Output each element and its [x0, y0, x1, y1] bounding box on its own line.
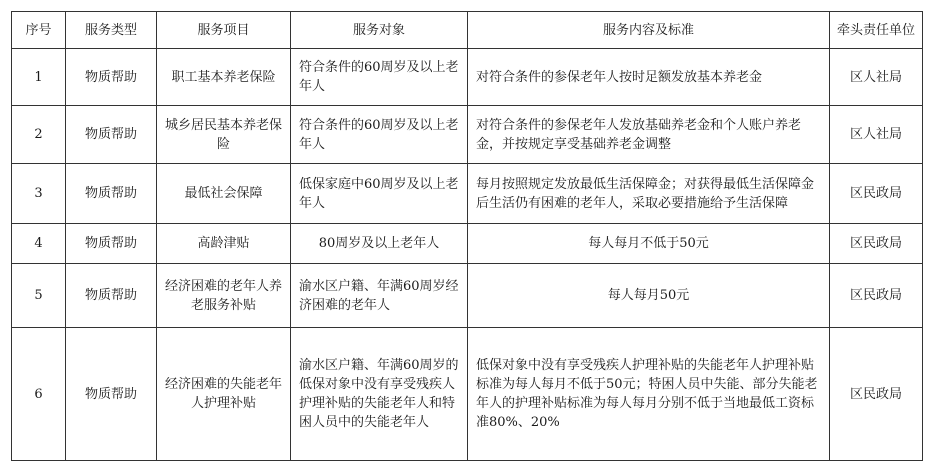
cell-service-item: 城乡居民基本养老保险 [157, 106, 291, 164]
cell-responsible-unit: 区民政局 [830, 264, 923, 328]
cell-service-item: 经济困难的老年人养老服务补贴 [157, 264, 291, 328]
cell-service-content: 每月按照规定发放最低生活保障金；对获得最低生活保障金后生活仍有困难的老年人，采取必要措施给予生活保障 [468, 164, 830, 224]
cell-service-type: 物质帮助 [66, 328, 157, 461]
table-row [12, 49, 923, 106]
table-row [12, 164, 923, 224]
table-row [12, 328, 923, 461]
header-service-item: 服务项目 [157, 12, 291, 49]
cell-service-type: 物质帮助 [66, 49, 157, 106]
cell-service-target: 渝水区户籍、年满60周岁的低保对象中没有享受残疾人护理补贴的失能老年人和特困人员中的失能老年人 [291, 328, 468, 461]
header-responsible-unit: 牵头责任单位 [830, 12, 923, 49]
cell-service-item: 职工基本养老保险 [157, 49, 291, 106]
header-service-target: 服务对象 [291, 12, 468, 49]
cell-no: 4 [12, 224, 66, 264]
cell-service-target: 低保家庭中60周岁及以上老年人 [291, 164, 468, 224]
cell-responsible-unit: 区民政局 [830, 164, 923, 224]
elderly-services-table [11, 11, 923, 461]
cell-service-content: 低保对象中没有享受残疾人护理补贴的失能老年人护理补贴标准为每人每月不低于50元；特困人员中失能、部分失能老年人的护理补贴标准为每人每月分别不低于当地最低工资标准80%、20% [468, 328, 830, 461]
cell-service-item: 高龄津贴 [157, 224, 291, 264]
cell-no: 2 [12, 106, 66, 164]
header-service-type: 服务类型 [66, 12, 157, 49]
cell-no: 6 [12, 328, 66, 461]
cell-service-type: 物质帮助 [66, 264, 157, 328]
cell-service-content: 每人每月不低于50元 [468, 224, 830, 264]
cell-responsible-unit: 区民政局 [830, 328, 923, 461]
cell-service-target: 80周岁及以上老年人 [291, 224, 468, 264]
cell-service-type: 物质帮助 [66, 224, 157, 264]
cell-no: 3 [12, 164, 66, 224]
cell-service-item: 最低社会保障 [157, 164, 291, 224]
cell-service-type: 物质帮助 [66, 164, 157, 224]
cell-no: 1 [12, 49, 66, 106]
cell-service-type: 物质帮助 [66, 106, 157, 164]
table-header-row [12, 12, 923, 49]
cell-service-target: 符合条件的60周岁及以上老年人 [291, 106, 468, 164]
service-table-container [11, 11, 922, 461]
table-row [12, 264, 923, 328]
cell-service-content: 每人每月50元 [468, 264, 830, 328]
cell-responsible-unit: 区人社局 [830, 106, 923, 164]
table-row [12, 224, 923, 264]
header-no: 序号 [12, 12, 66, 49]
cell-service-content: 对符合条件的参保老年人发放基础养老金和个人账户养老金，并按规定享受基础养老金调整 [468, 106, 830, 164]
header-service-content: 服务内容及标准 [468, 12, 830, 49]
cell-no: 5 [12, 264, 66, 328]
cell-service-content: 对符合条件的参保老年人按时足额发放基本养老金 [468, 49, 830, 106]
cell-responsible-unit: 区人社局 [830, 49, 923, 106]
cell-service-target: 渝水区户籍、年满60周岁经济困难的老年人 [291, 264, 468, 328]
table-row [12, 106, 923, 164]
cell-service-target: 符合条件的60周岁及以上老年人 [291, 49, 468, 106]
cell-service-item: 经济困难的失能老年人护理补贴 [157, 328, 291, 461]
cell-responsible-unit: 区民政局 [830, 224, 923, 264]
